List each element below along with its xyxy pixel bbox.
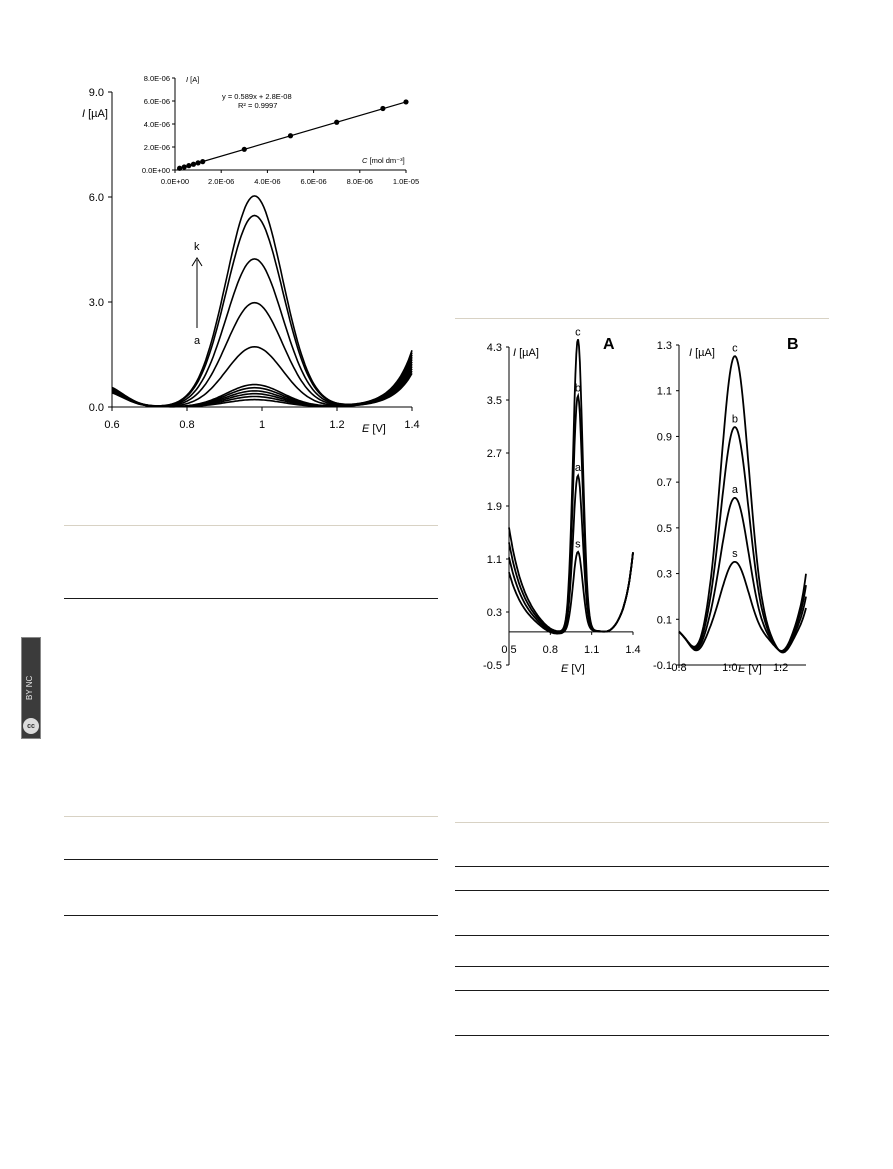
panel-letter: A: [603, 336, 615, 353]
inset-y-tick-label: 4.0E-06: [143, 120, 170, 129]
x-tick-label: 1.1: [584, 644, 600, 656]
right-rule-1: [455, 318, 829, 319]
inset-x-tick-label: 6.0E-06: [300, 177, 327, 186]
inset-data-point: [182, 164, 187, 169]
y-tick-label: 1.9: [486, 501, 502, 513]
x-tick-label: 0.8: [542, 644, 558, 656]
y-tick-label: -0.5: [483, 660, 502, 672]
x-tick-label: 0.5: [501, 644, 517, 656]
inset-data-point: [242, 147, 247, 152]
y-tick-label: 9.0: [88, 87, 104, 99]
inset-x-axis-label: C [mol dm⁻³]: [362, 156, 405, 165]
inset-data-point: [334, 120, 339, 125]
x-axis-label: E [V]: [561, 663, 585, 675]
left-rule-2: [64, 598, 438, 599]
left-rule-5: [64, 915, 438, 916]
left-rule-4: [64, 859, 438, 860]
main-voltammogram-figure: [60, 60, 440, 480]
inset-data-point: [288, 133, 293, 138]
y-tick-label: -0.1: [653, 660, 672, 672]
x-axis-label: E [V]: [738, 663, 762, 675]
right-rule-6: [455, 966, 829, 967]
y-tick-label: 4.3: [486, 342, 502, 354]
panel-letter: B: [787, 336, 799, 353]
x-tick-label: 1: [258, 419, 266, 431]
curve-label-c: c: [575, 328, 581, 339]
left-rule-3: [64, 816, 438, 817]
annotation-k: k: [194, 241, 200, 253]
inset-y-tick-label: 0.0E+00: [141, 166, 170, 175]
y-tick-label: 0.9: [656, 431, 672, 444]
inset-data-point: [186, 163, 191, 168]
inset-x-tick-label: 0.0E+00: [160, 177, 190, 186]
inset-y-axis-label: I [A]: [186, 75, 200, 84]
right-rule-7: [455, 990, 829, 991]
inset-data-point: [200, 159, 205, 164]
inset-x-tick-label: 4.0E-06: [254, 177, 281, 186]
curve-label-s: s: [732, 548, 738, 561]
right-rule-2: [455, 822, 829, 823]
panel-b-figure: [647, 328, 829, 680]
curve-label-b: b: [731, 413, 738, 426]
inset-y-tick-label: 6.0E-06: [143, 97, 170, 106]
y-tick-label: 0.3: [486, 607, 502, 619]
inset-data-point: [380, 106, 385, 111]
inset-data-point: [191, 162, 196, 167]
curve-label-a: a: [574, 462, 581, 475]
y-axis-label: I [µA]: [689, 347, 715, 359]
inset-r-squared: R² = 0.9997: [238, 101, 278, 110]
y-tick-label: 0.5: [656, 522, 672, 535]
inset-y-tick-label: 2.0E-06: [143, 143, 170, 152]
voltammogram-curve: [112, 196, 412, 406]
x-tick-label: 0.8: [671, 662, 687, 674]
curve-label-b: b: [574, 382, 581, 395]
panel-a-figure: [460, 328, 650, 680]
x-axis-label: E [V]: [362, 423, 386, 435]
right-rule-3: [455, 866, 829, 867]
y-tick-label: 1.3: [656, 340, 672, 352]
inset-x-tick-label: 2.0E-06: [208, 177, 235, 186]
y-tick-label: 1.1: [486, 554, 502, 566]
license-badge: [21, 637, 41, 739]
x-tick-label: 1.4: [404, 419, 420, 431]
inset-x-tick-label: 8.0E-06: [346, 177, 373, 186]
y-tick-label: 2.7: [486, 448, 502, 460]
x-tick-label: 1.4: [625, 644, 641, 656]
x-tick-label: 0.6: [104, 419, 120, 431]
right-rule-5: [455, 935, 829, 936]
curve-label-s: s: [575, 538, 581, 551]
x-tick-label: 1.2: [329, 419, 345, 431]
y-tick-label: 0.0: [88, 402, 104, 414]
voltammogram-curve: [112, 259, 412, 406]
y-tick-label: 3.5: [486, 395, 502, 407]
y-tick-label: 6.0: [88, 192, 104, 204]
curve-label-c: c: [732, 342, 738, 355]
voltammogram-curve: [112, 216, 412, 406]
inset-data-point: [196, 160, 201, 165]
right-rule-4: [455, 890, 829, 891]
y-tick-label: 0.1: [656, 614, 672, 627]
annotation-a: a: [194, 335, 201, 347]
y-tick-label: 0.3: [656, 568, 672, 581]
x-tick-label: 0.8: [179, 419, 195, 431]
voltammogram-curve-b: [679, 427, 806, 652]
y-axis-label: I [µA]: [82, 108, 108, 120]
inset-x-tick-label: 1.0E-05: [392, 177, 420, 186]
inset-equation: y = 0.589x + 2.8E-08: [222, 92, 292, 101]
y-tick-label: 1.1: [656, 385, 672, 398]
curve-label-a: a: [731, 484, 738, 497]
voltammogram-curve-c: [679, 356, 806, 652]
left-rule-1: [64, 525, 438, 526]
x-tick-label: 1.2: [772, 662, 789, 674]
right-rule-8: [455, 1035, 829, 1036]
x-tick-label: 1.0: [722, 662, 738, 674]
y-axis-label: I [µA]: [513, 347, 539, 359]
inset-y-tick-label: 8.0E-06: [143, 74, 170, 83]
voltammogram-curve-s: [679, 562, 806, 651]
inset-data-point: [403, 99, 408, 104]
license-text: BY NC: [25, 675, 34, 701]
y-tick-label: 0.7: [656, 477, 672, 490]
y-tick-label: 3.0: [88, 297, 104, 309]
cc-symbol: cc: [27, 723, 35, 730]
inset-data-point: [177, 166, 182, 171]
